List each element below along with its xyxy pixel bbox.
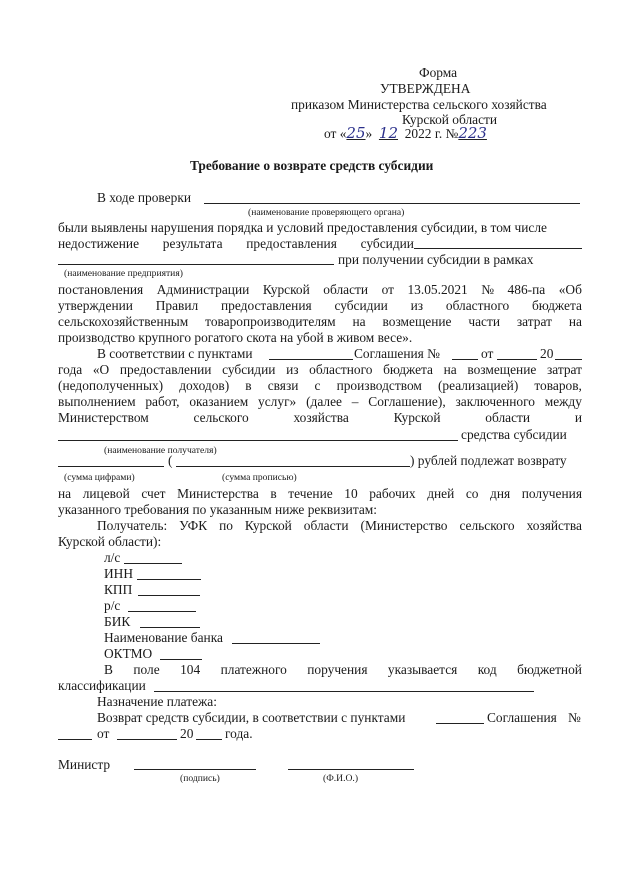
sum-words-hint: (сумма прописью)	[222, 472, 297, 483]
recipient-hint: (наименование получателя)	[104, 445, 217, 456]
refund-number-sign: №	[568, 710, 581, 725]
agreement-line-2: (недополученных) доходов) в связи с производством (реализацией) товаров,	[58, 378, 582, 393]
accord-intro: В соответствии с пунктами	[97, 346, 253, 361]
receipt-text: при получении субсидии в рамках	[338, 252, 534, 267]
req-oktmo-blank	[160, 659, 202, 660]
req-ls-blank	[124, 563, 182, 564]
minister-label: Министр	[58, 757, 111, 772]
sum-digits-hint: (сумма цифрами)	[64, 472, 135, 483]
inspector-line	[204, 203, 580, 204]
agreement-line-1: года «О предоставлении субсидии из областного бюджета на возмещение затрат	[58, 362, 582, 377]
resolution-line-2: утверждении Правил предоставления субсидии из областного бюджета	[58, 298, 582, 313]
handwritten-day: 25	[346, 124, 366, 142]
req-oktmo: ОКТМО	[104, 646, 153, 661]
refund-year: 20	[180, 726, 194, 741]
date-mid: »	[365, 126, 373, 141]
refund-agreement: Соглашения	[487, 710, 557, 725]
year-text: 2022 г. №	[404, 126, 459, 141]
resolution-line-3: сельскохозяйственным товаропроизводителям на возмещение части затрат на	[58, 314, 582, 329]
resolution-line-1: постановления Администрации Курской области от 13.05.2021 № 486-па «Об	[58, 282, 582, 297]
req-inn-blank	[137, 579, 201, 580]
funds-text: средства субсидии	[461, 427, 567, 442]
req-ls: л/с	[104, 550, 121, 565]
accord-points-blank	[269, 359, 353, 360]
req-kpp: КПП	[104, 582, 133, 597]
signature-line	[134, 769, 256, 770]
req-bank-blank	[232, 643, 320, 644]
handwritten-month: 12	[378, 124, 399, 142]
req-inn: ИНН	[104, 566, 134, 581]
agreement-line-3: выполнением работ, оказанием услуг» (далее – Соглашение), заключенного между	[58, 394, 582, 409]
refund-from: от	[97, 726, 110, 741]
refund-end: года.	[225, 726, 253, 741]
resolution-line-4: производство крупного рогатого скота на убой в живом весе».	[58, 330, 413, 345]
accord-date-blank	[497, 359, 537, 360]
refund-number-blank	[58, 739, 92, 740]
refund-points-blank	[436, 723, 484, 724]
accord-number-blank	[452, 359, 478, 360]
req-rs: р/с	[104, 598, 121, 613]
region-label: Курской области	[402, 112, 498, 127]
account-line-1: на лицевой счет Министерства в течение 10 рабочих дней со дня получения	[58, 486, 582, 501]
refund-line-1: Возврат средств субсидии, в соответствии с пунктами	[97, 710, 406, 725]
req-bank: Наименование банка	[104, 630, 223, 645]
violations-line: были выявлены нарушения порядка и условий предоставления субсидии, в том числе	[58, 220, 547, 235]
approved-label: УТВЕРЖДЕНА	[380, 81, 471, 96]
form-label: Форма	[419, 65, 458, 80]
payee-line-1: Получатель: УФК по Курской области (Министерство сельского хозяйства	[97, 518, 582, 533]
paren-open: (	[168, 453, 173, 468]
classification-label: классификации	[58, 678, 146, 693]
order-label: приказом Министерства сельского хозяйства	[291, 97, 547, 112]
purpose-label: Назначение платежа:	[97, 694, 217, 709]
sum-words-line	[176, 466, 410, 467]
failure-line: недостижение результата предоставления субсидии	[58, 236, 414, 251]
inspector-hint: (наименование проверяющего органа)	[248, 207, 405, 218]
sum-digits-line	[58, 466, 164, 467]
approval-date	[324, 125, 487, 142]
accord-from: от	[481, 346, 494, 361]
failure-blank	[414, 248, 582, 249]
handwritten-number: 223	[458, 124, 487, 142]
req-rs-blank	[128, 611, 196, 612]
enterprise-hint: (наименование предприятия)	[64, 268, 183, 279]
payee-line-2: Курской области):	[58, 534, 162, 549]
refund-year-blank	[196, 739, 222, 740]
account-line-2: указанного требования по указанным ниже реквизитам:	[58, 502, 377, 517]
field104-line: В поле 104 платежного поручения указывается код бюджетной	[104, 662, 582, 677]
ministry-line: Министерством сельского хозяйства Курской области и	[58, 410, 582, 425]
classification-blank	[154, 691, 534, 692]
check-intro: В ходе проверки	[97, 190, 191, 205]
req-kpp-blank	[138, 595, 200, 596]
accord-mid: Соглашения №	[354, 346, 440, 361]
refund-date-blank	[117, 739, 177, 740]
document-title: Требование о возврате средств субсидии	[190, 158, 434, 173]
recipient-line	[58, 440, 458, 441]
name-line	[288, 769, 414, 770]
date-prefix: от «	[324, 126, 347, 141]
req-bik: БИК	[104, 614, 131, 629]
name-hint: (Ф.И.О.)	[323, 773, 359, 784]
refund-text: ) рублей подлежат возврату	[410, 453, 567, 468]
enterprise-line	[58, 264, 334, 265]
req-bik-blank	[140, 627, 200, 628]
accord-year: 20	[540, 346, 554, 361]
sign-hint: (подпись)	[180, 773, 220, 784]
accord-year-blank	[555, 359, 582, 360]
